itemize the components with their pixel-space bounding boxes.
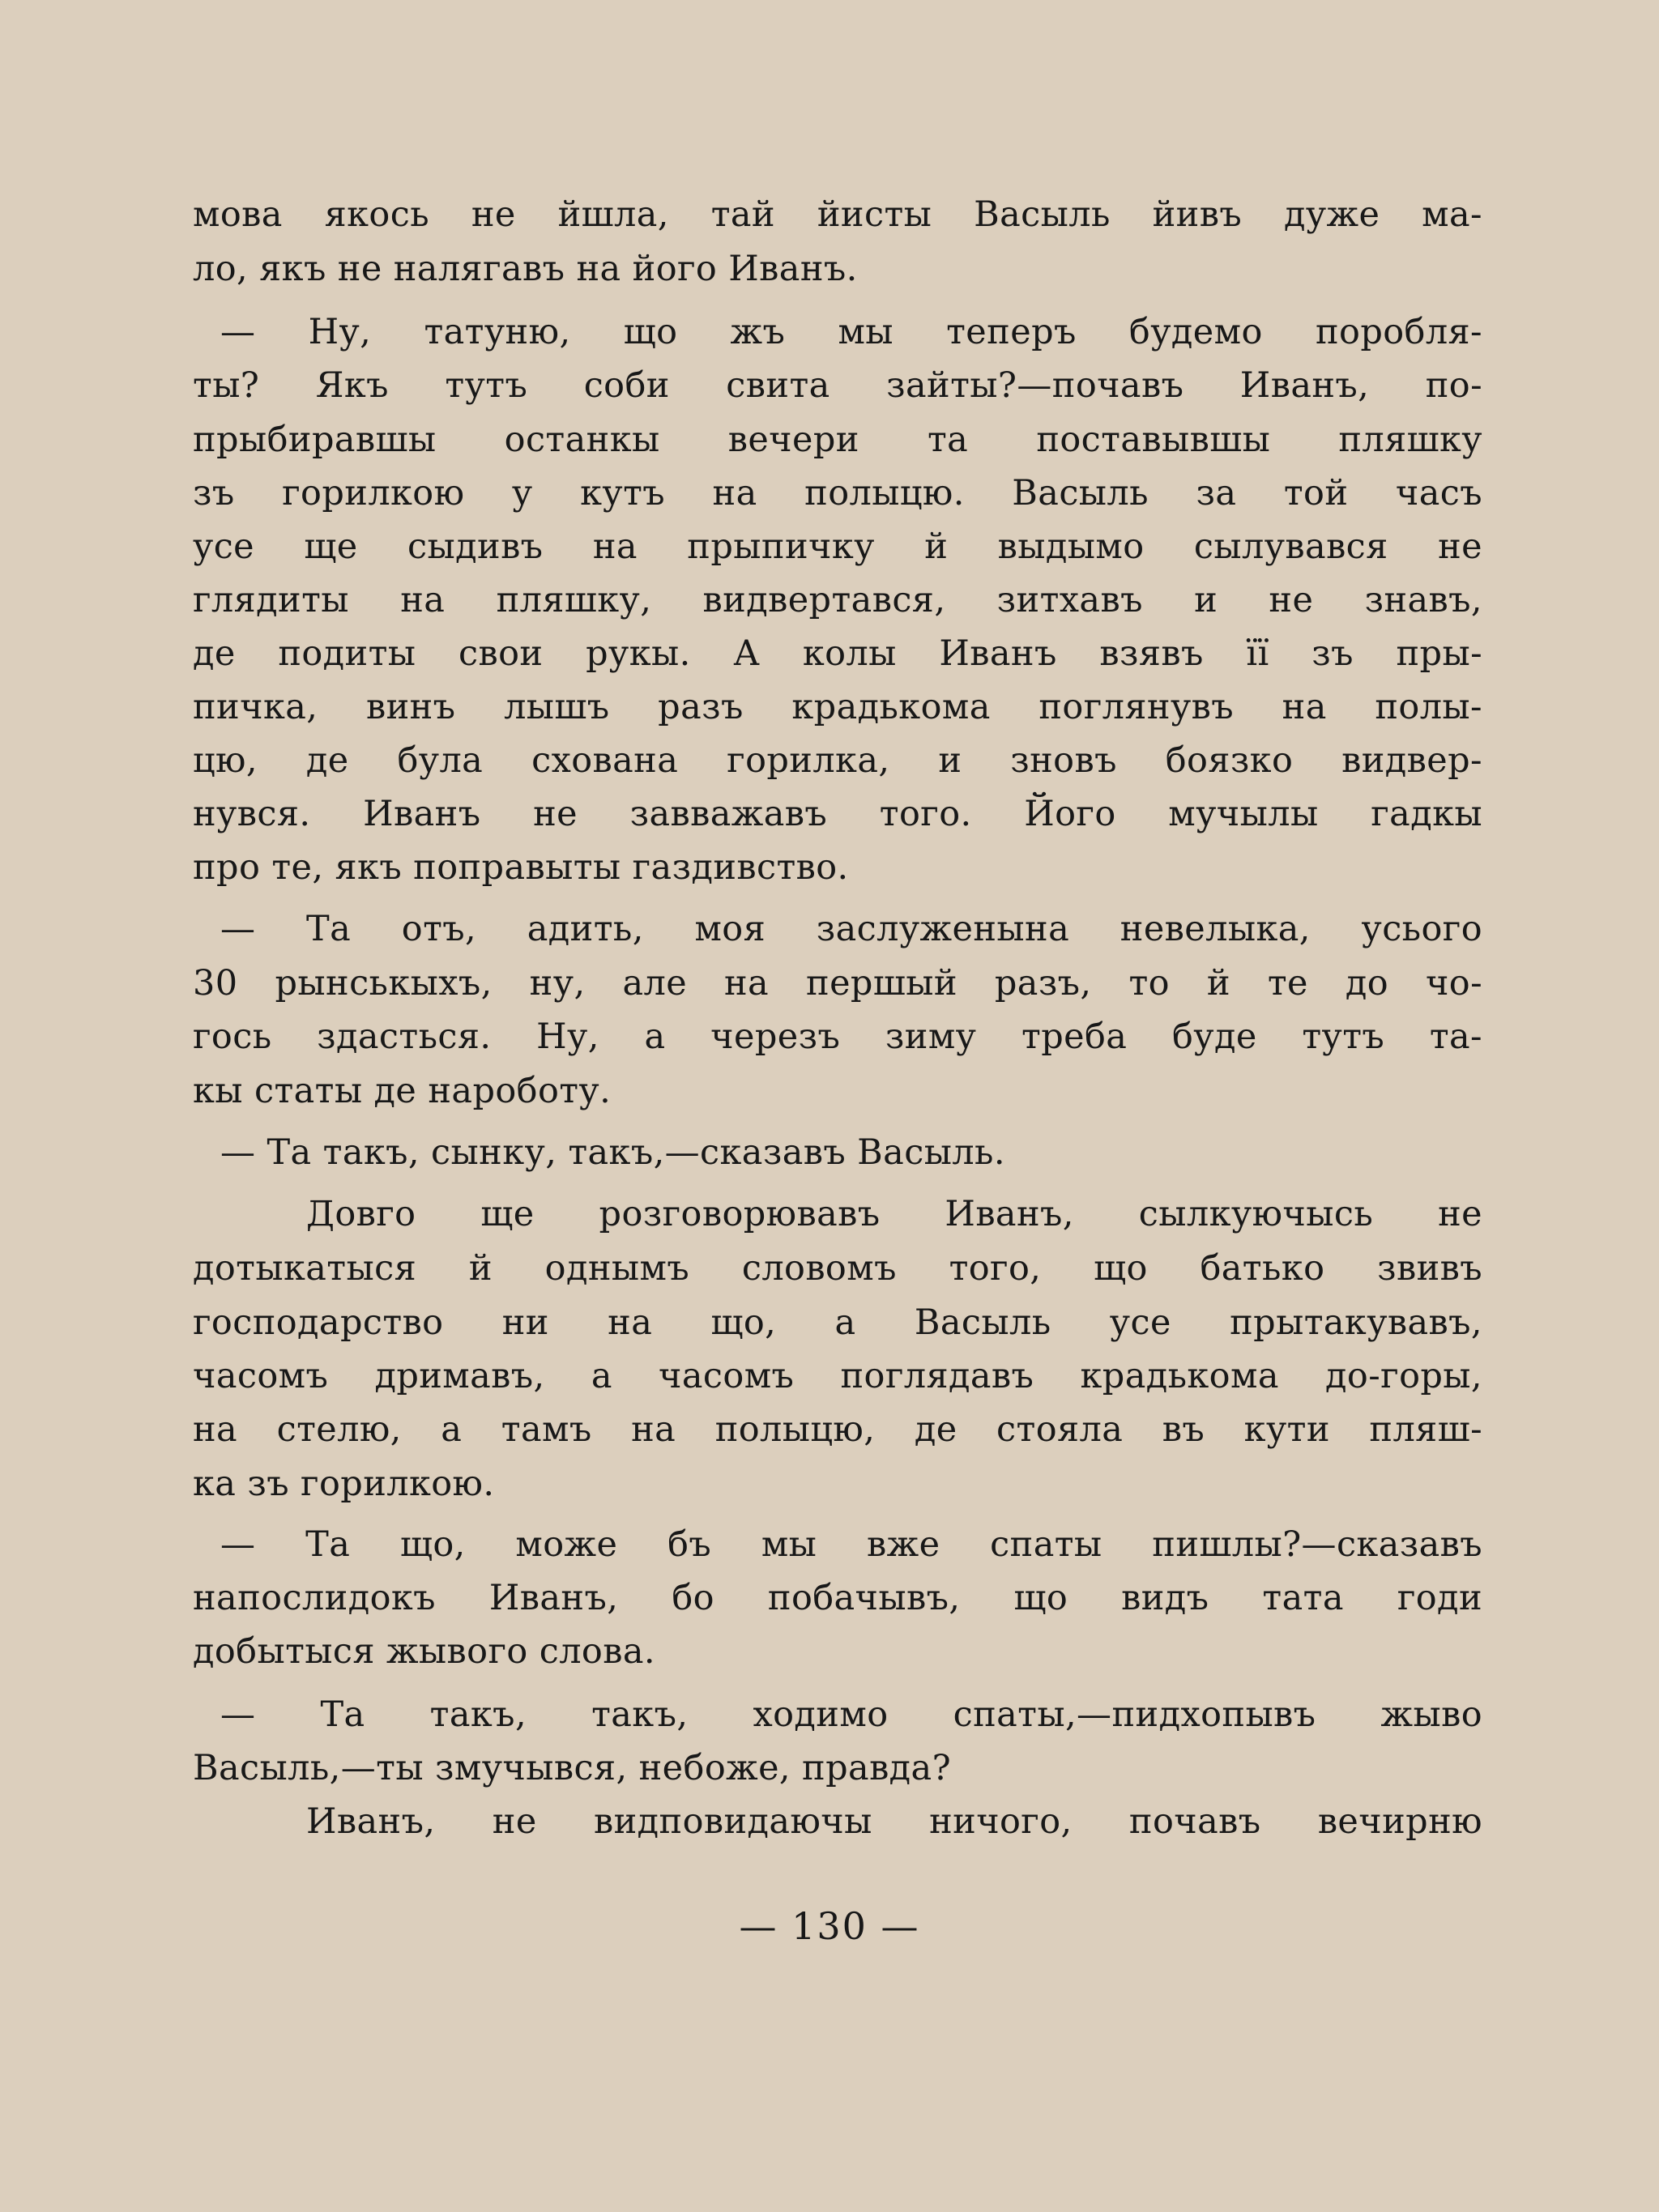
text-line: добытыся жывого слова. (193, 1631, 655, 1672)
text-line: — Та такъ, такъ, ходимо спаты,—пидхопывъ жыво (220, 1694, 1482, 1735)
text-line: усе ще сыдивъ на прыпичку й выдымо сылувався не (193, 526, 1482, 567)
text-line: глядиты на пляшку, видвертався, зитхавъ и не знавъ, (193, 580, 1482, 620)
text-line: де подиты свои рукы. А колы Иванъ взявъ її зъ пры- (193, 633, 1482, 674)
text-line: Иванъ, не видповидаючы ничого, почавъ вечирню (306, 1801, 1482, 1842)
text-line: кы статы де нароботу. (193, 1071, 612, 1111)
text-line: дотыкатыся й однымъ словомъ того, що батько звивъ (193, 1248, 1482, 1289)
text-line: прыбиравшы останкы вечери та поставывшы пляшку (193, 420, 1482, 460)
text-line: на стелю, а тамъ на полыцю, де стояла въ кути пляш- (193, 1409, 1482, 1450)
text-line: — Ну, татуню, що жъ мы теперъ будемо поробля- (220, 312, 1482, 352)
text-line: цю, де була схована горилка, и зновъ боязко видвер- (193, 740, 1482, 781)
text-line: напослидокъ Иванъ, бо побачывъ, що видъ тата годи (193, 1578, 1482, 1618)
text-line: про те, якъ поправыты газдивство. (193, 847, 849, 888)
text-line: — Та що, може бъ мы вже спаты пишлы?—сказавъ (220, 1524, 1482, 1565)
text-line: часомъ дримавъ, а часомъ поглядавъ крадькома до-горы, (193, 1356, 1482, 1396)
text-line: мова якось не йшла, тай йисты Васыль йивъ дуже ма- (193, 194, 1482, 235)
text-line: нувся. Иванъ не завважавъ того. Його мучылы гадкы (193, 794, 1482, 834)
text-line: ло, якъ не налягавъ на його Иванъ. (193, 249, 858, 289)
text-line: ка зъ горилкою. (193, 1464, 495, 1504)
text-line: гось здасться. Ну, а черезъ зиму треба буде тутъ та- (193, 1016, 1482, 1057)
page-number: — 130 — (739, 1904, 920, 1948)
text-line: Довго ще розговорювавъ Иванъ, сылкуючысь не (306, 1194, 1482, 1234)
text-line: 30 рынськыхъ, ну, але на першый разъ, то й те до чо- (193, 963, 1482, 1004)
text-line: зъ горилкою у кутъ на полыцю. Васыль за той часъ (193, 473, 1482, 514)
text-line: ты? Якъ тутъ соби свита зайты?—почавъ Иванъ, по- (193, 365, 1482, 406)
text-line: Васыль,—ты змучывся, небоже, правда? (193, 1748, 952, 1788)
text-line: — Та отъ, адить, моя заслуженына невелыка, усього (220, 909, 1482, 949)
text-line: господарство ни на що, а Васыль усе прытакувавъ, (193, 1302, 1482, 1343)
text-line: пичка, винъ лышъ разъ крадькома поглянувъ на полы- (193, 687, 1482, 727)
text-line: — Та такъ, сынку, такъ,—сказавъ Васыль. (220, 1132, 1005, 1173)
